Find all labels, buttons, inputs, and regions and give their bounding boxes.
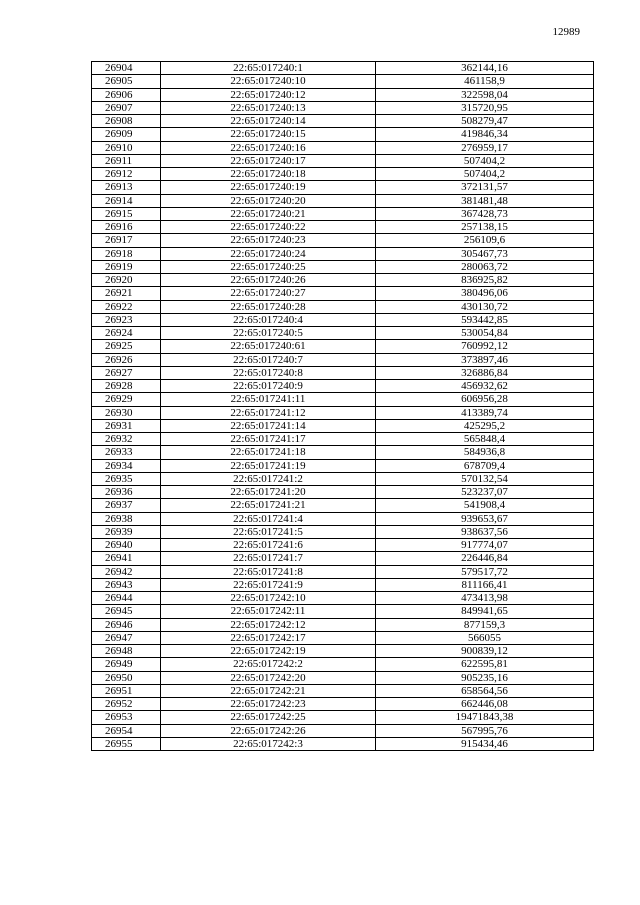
cadastral-number-cell: 22:65:017242:2 — [161, 658, 376, 671]
table-row — [92, 512, 594, 525]
cadastral-number-cell: 22:65:017242:11 — [161, 605, 376, 618]
table-row — [92, 101, 594, 114]
row-number-cell: 26942 — [92, 565, 161, 578]
cadastral-number-cell: 22:65:017241:17 — [161, 433, 376, 446]
row-number-cell: 26941 — [92, 552, 161, 565]
cadastral-value-cell: 905235,16 — [376, 671, 594, 684]
cadastral-number-cell: 22:65:017242:3 — [161, 737, 376, 750]
row-number-cell: 26923 — [92, 313, 161, 326]
row-number-cell: 26924 — [92, 327, 161, 340]
row-number-cell: 26906 — [92, 88, 161, 101]
row-number-cell: 26955 — [92, 737, 161, 750]
cadastral-value-cell: 566055 — [376, 631, 594, 644]
row-number-cell: 26950 — [92, 671, 161, 684]
cadastral-number-cell: 22:65:017240:27 — [161, 287, 376, 300]
cadastral-number-cell: 22:65:017242:23 — [161, 698, 376, 711]
row-number-cell: 26925 — [92, 340, 161, 353]
cadastral-value-cell: 584936,8 — [376, 446, 594, 459]
table-row — [92, 313, 594, 326]
cadastral-value-cell: 430130,72 — [376, 300, 594, 313]
row-number-cell: 26918 — [92, 247, 161, 260]
cadastral-number-cell: 22:65:017240:4 — [161, 313, 376, 326]
cadastral-number-cell: 22:65:017240:61 — [161, 340, 376, 353]
table-row — [92, 154, 594, 167]
cadastral-number-cell: 22:65:017241:6 — [161, 539, 376, 552]
row-number-cell: 26939 — [92, 525, 161, 538]
cadastral-number-cell: 22:65:017240:23 — [161, 234, 376, 247]
cadastral-value-cell: 579517,72 — [376, 565, 594, 578]
cadastral-number-cell: 22:65:017240:24 — [161, 247, 376, 260]
cadastral-value-cell: 508279,47 — [376, 115, 594, 128]
cadastral-number-cell: 22:65:017240:21 — [161, 207, 376, 220]
cadastral-value-cell: 507404,2 — [376, 168, 594, 181]
table-row — [92, 631, 594, 644]
cadastral-number-cell: 22:65:017240:8 — [161, 366, 376, 379]
cadastral-number-cell: 22:65:017241:18 — [161, 446, 376, 459]
cadastral-value-cell: 662446,08 — [376, 698, 594, 711]
row-number-cell: 26949 — [92, 658, 161, 671]
row-number-cell: 26944 — [92, 592, 161, 605]
cadastral-value-cell: 367428,73 — [376, 207, 594, 220]
cadastral-value-cell: 523237,07 — [376, 486, 594, 499]
cadastral-value-cell: 19471843,38 — [376, 711, 594, 724]
cadastral-number-cell: 22:65:017241:11 — [161, 393, 376, 406]
cadastral-number-cell: 22:65:017242:21 — [161, 684, 376, 697]
row-number-cell: 26936 — [92, 486, 161, 499]
cadastral-number-cell: 22:65:017240:26 — [161, 274, 376, 287]
cadastral-value-cell: 877159,3 — [376, 618, 594, 631]
cadastral-number-cell: 22:65:017240:20 — [161, 194, 376, 207]
cadastral-number-cell: 22:65:017241:4 — [161, 512, 376, 525]
table-row — [92, 234, 594, 247]
cadastral-number-cell: 22:65:017240:16 — [161, 141, 376, 154]
row-number-cell: 26946 — [92, 618, 161, 631]
table-row — [92, 605, 594, 618]
cadastral-value-cell: 322598,04 — [376, 88, 594, 101]
table-row — [92, 459, 594, 472]
row-number-cell: 26927 — [92, 366, 161, 379]
table-row — [92, 618, 594, 631]
row-number-cell: 26940 — [92, 539, 161, 552]
table-row — [92, 499, 594, 512]
page-number: 12989 — [552, 26, 580, 38]
cadastral-value-cell: 362144,16 — [376, 62, 594, 75]
row-number-cell: 26915 — [92, 207, 161, 220]
table-row — [92, 274, 594, 287]
table-row — [92, 671, 594, 684]
cadastral-value-cell: 425295,2 — [376, 419, 594, 432]
cadastral-value-cell: 326886,84 — [376, 366, 594, 379]
table-row — [92, 724, 594, 737]
table-row — [92, 115, 594, 128]
cadastral-number-cell: 22:65:017242:19 — [161, 645, 376, 658]
row-number-cell: 26951 — [92, 684, 161, 697]
row-number-cell: 26952 — [92, 698, 161, 711]
table-row — [92, 62, 594, 75]
cadastral-value-cell: 380496,06 — [376, 287, 594, 300]
cadastral-number-cell: 22:65:017241:21 — [161, 499, 376, 512]
table-row — [92, 247, 594, 260]
cadastral-value-cell: 461158,9 — [376, 75, 594, 88]
cadastral-value-cell: 456932,62 — [376, 380, 594, 393]
table-row — [92, 486, 594, 499]
table-row — [92, 181, 594, 194]
table-row — [92, 366, 594, 379]
row-number-cell: 26929 — [92, 393, 161, 406]
cadastral-number-cell: 22:65:017242:12 — [161, 618, 376, 631]
row-number-cell: 26917 — [92, 234, 161, 247]
cadastral-value-cell: 226446,84 — [376, 552, 594, 565]
row-number-cell: 26913 — [92, 181, 161, 194]
cadastral-value-cell: 256109,6 — [376, 234, 594, 247]
cadastral-value-cell: 530054,84 — [376, 327, 594, 340]
cadastral-number-cell: 22:65:017240:1 — [161, 62, 376, 75]
cadastral-number-cell: 22:65:017241:19 — [161, 459, 376, 472]
cadastral-value-cell: 849941,65 — [376, 605, 594, 618]
table-row — [92, 592, 594, 605]
cadastral-value-cell: 381481,48 — [376, 194, 594, 207]
cadastral-number-cell: 22:65:017240:19 — [161, 181, 376, 194]
cadastral-value-cell: 276959,17 — [376, 141, 594, 154]
cadastral-number-cell: 22:65:017240:12 — [161, 88, 376, 101]
table-row — [92, 711, 594, 724]
table-body — [92, 62, 594, 751]
cadastral-value-cell: 593442,85 — [376, 313, 594, 326]
cadastral-value-cell: 917774,07 — [376, 539, 594, 552]
cadastral-value-table — [91, 61, 594, 751]
table-row — [92, 141, 594, 154]
table-row — [92, 552, 594, 565]
row-number-cell: 26945 — [92, 605, 161, 618]
table-row — [92, 168, 594, 181]
table-row — [92, 353, 594, 366]
table-row — [92, 221, 594, 234]
table-row — [92, 433, 594, 446]
table-row — [92, 578, 594, 591]
table-row — [92, 539, 594, 552]
row-number-cell: 26954 — [92, 724, 161, 737]
row-number-cell: 26953 — [92, 711, 161, 724]
row-number-cell: 26930 — [92, 406, 161, 419]
cadastral-number-cell: 22:65:017240:10 — [161, 75, 376, 88]
cadastral-value-cell: 541908,4 — [376, 499, 594, 512]
table-row — [92, 88, 594, 101]
table-row — [92, 472, 594, 485]
row-number-cell: 26926 — [92, 353, 161, 366]
table-row — [92, 393, 594, 406]
cadastral-number-cell: 22:65:017242:26 — [161, 724, 376, 737]
cadastral-value-cell: 305467,73 — [376, 247, 594, 260]
row-number-cell: 26943 — [92, 578, 161, 591]
row-number-cell: 26919 — [92, 260, 161, 273]
cadastral-value-cell: 373897,46 — [376, 353, 594, 366]
table-row — [92, 380, 594, 393]
row-number-cell: 26914 — [92, 194, 161, 207]
row-number-cell: 26938 — [92, 512, 161, 525]
cadastral-number-cell: 22:65:017240:18 — [161, 168, 376, 181]
cadastral-number-cell: 22:65:017242:25 — [161, 711, 376, 724]
cadastral-value-cell: 915434,46 — [376, 737, 594, 750]
cadastral-value-cell: 473413,98 — [376, 592, 594, 605]
cadastral-number-cell: 22:65:017240:9 — [161, 380, 376, 393]
table-row — [92, 327, 594, 340]
cadastral-value-cell: 257138,15 — [376, 221, 594, 234]
table-row — [92, 340, 594, 353]
cadastral-number-cell: 22:65:017240:22 — [161, 221, 376, 234]
table-row — [92, 194, 594, 207]
cadastral-number-cell: 22:65:017240:25 — [161, 260, 376, 273]
cadastral-value-cell: 372131,57 — [376, 181, 594, 194]
row-number-cell: 26911 — [92, 154, 161, 167]
cadastral-number-cell: 22:65:017242:17 — [161, 631, 376, 644]
cadastral-value-cell: 760992,12 — [376, 340, 594, 353]
cadastral-value-cell: 811166,41 — [376, 578, 594, 591]
cadastral-number-cell: 22:65:017242:10 — [161, 592, 376, 605]
cadastral-number-cell: 22:65:017240:15 — [161, 128, 376, 141]
row-number-cell: 26948 — [92, 645, 161, 658]
row-number-cell: 26909 — [92, 128, 161, 141]
cadastral-number-cell: 22:65:017242:20 — [161, 671, 376, 684]
cadastral-value-cell: 565848,4 — [376, 433, 594, 446]
row-number-cell: 26920 — [92, 274, 161, 287]
row-number-cell: 26908 — [92, 115, 161, 128]
table-row — [92, 75, 594, 88]
table-row — [92, 207, 594, 220]
table-row — [92, 645, 594, 658]
cadastral-number-cell: 22:65:017241:2 — [161, 472, 376, 485]
cadastral-value-cell: 658564,56 — [376, 684, 594, 697]
cadastral-number-cell: 22:65:017240:17 — [161, 154, 376, 167]
cadastral-number-cell: 22:65:017240:5 — [161, 327, 376, 340]
table-row — [92, 260, 594, 273]
cadastral-value-cell: 622595,81 — [376, 658, 594, 671]
cadastral-number-cell: 22:65:017240:7 — [161, 353, 376, 366]
row-number-cell: 26912 — [92, 168, 161, 181]
cadastral-number-cell: 22:65:017241:7 — [161, 552, 376, 565]
row-number-cell: 26921 — [92, 287, 161, 300]
cadastral-value-cell: 567995,76 — [376, 724, 594, 737]
cadastral-number-cell: 22:65:017241:9 — [161, 578, 376, 591]
row-number-cell: 26932 — [92, 433, 161, 446]
table-row — [92, 737, 594, 750]
cadastral-number-cell: 22:65:017240:13 — [161, 101, 376, 114]
table-row — [92, 658, 594, 671]
table-row — [92, 684, 594, 697]
cadastral-value-cell: 836925,82 — [376, 274, 594, 287]
cadastral-value-cell: 419846,34 — [376, 128, 594, 141]
cadastral-number-cell: 22:65:017241:14 — [161, 419, 376, 432]
cadastral-value-cell: 315720,95 — [376, 101, 594, 114]
table-row — [92, 446, 594, 459]
row-number-cell: 26937 — [92, 499, 161, 512]
cadastral-number-cell: 22:65:017241:8 — [161, 565, 376, 578]
cadastral-number-cell: 22:65:017240:28 — [161, 300, 376, 313]
table-row — [92, 300, 594, 313]
cadastral-number-cell: 22:65:017241:5 — [161, 525, 376, 538]
table-row — [92, 128, 594, 141]
row-number-cell: 26931 — [92, 419, 161, 432]
cadastral-number-cell: 22:65:017240:14 — [161, 115, 376, 128]
row-number-cell: 26910 — [92, 141, 161, 154]
row-number-cell: 26922 — [92, 300, 161, 313]
table-row — [92, 419, 594, 432]
table-row — [92, 406, 594, 419]
row-number-cell: 26947 — [92, 631, 161, 644]
row-number-cell: 26934 — [92, 459, 161, 472]
row-number-cell: 26907 — [92, 101, 161, 114]
cadastral-number-cell: 22:65:017241:12 — [161, 406, 376, 419]
cadastral-value-cell: 900839,12 — [376, 645, 594, 658]
row-number-cell: 26928 — [92, 380, 161, 393]
table-row — [92, 525, 594, 538]
row-number-cell: 26905 — [92, 75, 161, 88]
table-row — [92, 698, 594, 711]
cadastral-number-cell: 22:65:017241:20 — [161, 486, 376, 499]
cadastral-value-cell: 938637,56 — [376, 525, 594, 538]
cadastral-value-cell: 939653,67 — [376, 512, 594, 525]
cadastral-value-cell: 413389,74 — [376, 406, 594, 419]
cadastral-value-cell: 606956,28 — [376, 393, 594, 406]
row-number-cell: 26916 — [92, 221, 161, 234]
row-number-cell: 26935 — [92, 472, 161, 485]
cadastral-value-cell: 280063,72 — [376, 260, 594, 273]
row-number-cell: 26904 — [92, 62, 161, 75]
table-row — [92, 287, 594, 300]
row-number-cell: 26933 — [92, 446, 161, 459]
cadastral-value-cell: 570132,54 — [376, 472, 594, 485]
cadastral-value-cell: 678709,4 — [376, 459, 594, 472]
table-row — [92, 565, 594, 578]
cadastral-value-cell: 507404,2 — [376, 154, 594, 167]
